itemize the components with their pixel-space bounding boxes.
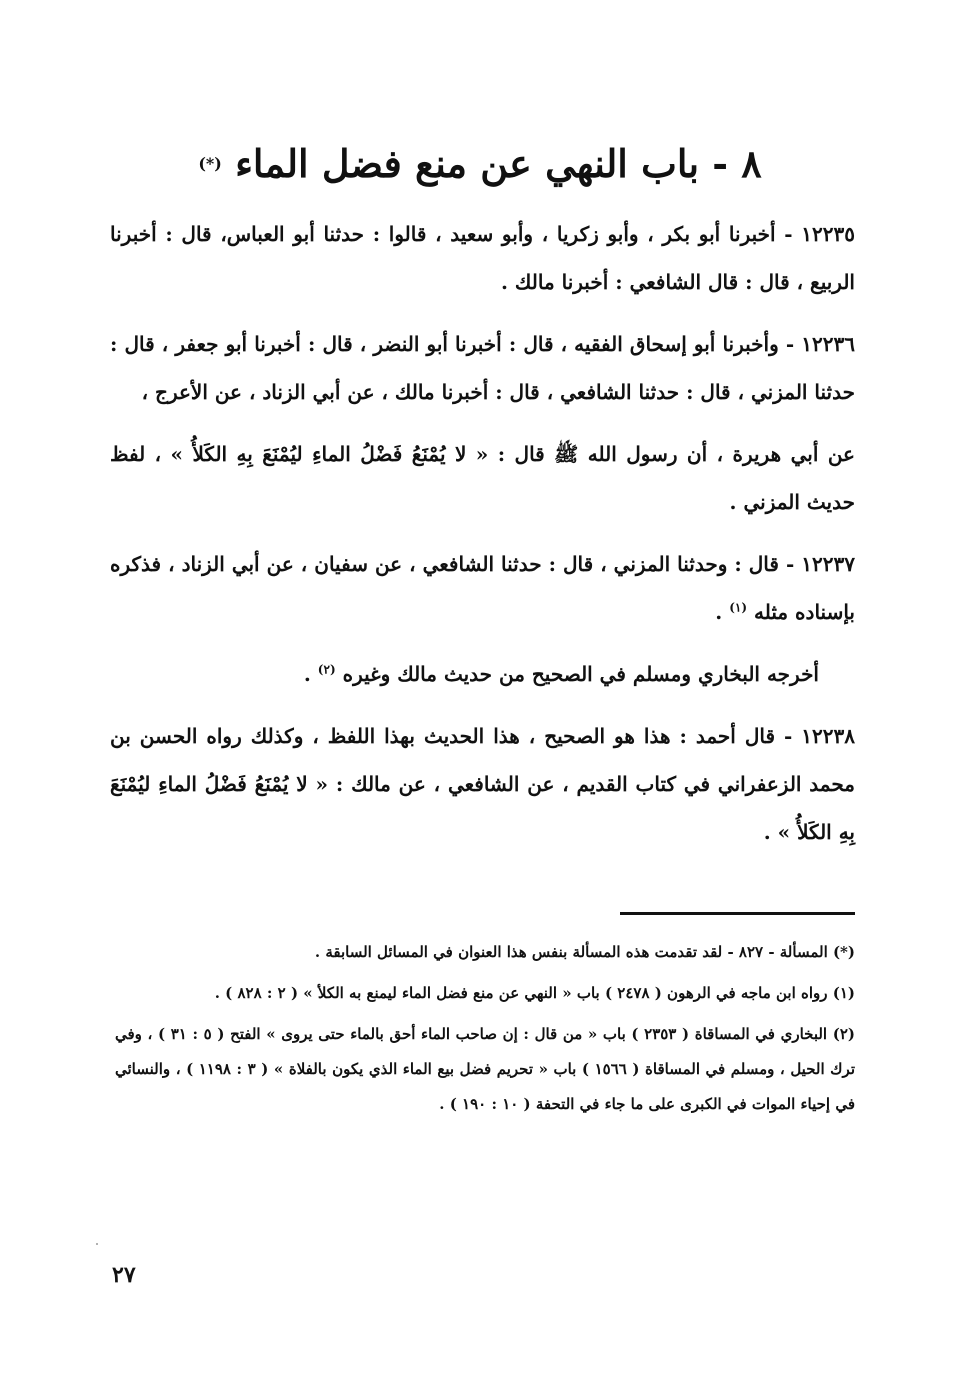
footnote-separator bbox=[620, 912, 855, 915]
page-number: ٢٧ bbox=[112, 1262, 136, 1288]
footnote bbox=[115, 976, 855, 1011]
footnote bbox=[115, 935, 855, 970]
chapter-heading-text: ٨ - باب النهي عن منع فضل الماء bbox=[235, 141, 762, 186]
paragraph-text: ١٢٢٣٧ - قال : وحدثنا المزني ، قال : حدثنا الشافعي ، عن سفيان ، عن أبي الزناد ، فذكره بإسناده مثله bbox=[110, 552, 855, 624]
takhrij-paragraph bbox=[110, 650, 855, 698]
paragraph-tail: . bbox=[715, 600, 723, 624]
footnote-text: (٢) البخاري في المساقاة ( ٢٣٥٣ ) باب « من قال : إن صاحب الماء أحق بالماء حتى يروى » الفتح ( ٥ : ٣١ ) ، وفي ترك الحيل ، ومسلم في المساقاة ( ١٥٦٦ ) باب « تحريم فضل بيع الماء الذي يكون بالفلاة » ( ٣ : ١١٩٨ ) ، والنسائي في إحياء الموات في الكبرى على ما جاء في التحفة ( ١٠ : ١٩٠ ) . bbox=[115, 1025, 856, 1113]
footnote-reference: (٢) bbox=[317, 662, 336, 677]
heading-footnote-marker: (*) bbox=[198, 154, 222, 173]
hadith-paragraph bbox=[110, 712, 855, 856]
hadith-text-paragraph bbox=[110, 430, 855, 526]
scan-speck bbox=[96, 1243, 98, 1245]
hadith-paragraph bbox=[110, 540, 855, 636]
chapter-heading bbox=[100, 138, 860, 190]
footnote bbox=[115, 1017, 855, 1122]
hadith-paragraph bbox=[110, 210, 855, 306]
paragraph-tail: . bbox=[303, 662, 311, 686]
paragraph-text: عن أبي هريرة ، أن رسول الله ﷺ قال : « لا يُمْنَعُ فَضْلُ الماءِ ليُمْنَعَ بِهِ الكَلأُ » ، لفظ حديث المزني . bbox=[110, 442, 855, 514]
footnote-reference: (١) bbox=[729, 600, 748, 615]
paragraph-text: ١٢٢٣٦ - وأخبرنا أبو إسحاق الفقيه ، قال : أخبرنا أبو النضر ، قال : أخبرنا أبو جعفر ، قال : حدثنا المزني ، قال : حدثنا الشافعي ، قال : أخبرنا مالك ، عن أبي الزناد ، عن الأعرج ، bbox=[110, 332, 855, 404]
footnote-text: (*) المسألة - ٨٢٧ - لقد تقدمت هذه المسألة بنفس هذا العنوان في المسائل السابقة . bbox=[314, 943, 855, 961]
main-text bbox=[110, 210, 855, 870]
paragraph-text: ١٢٢٣٥ - أخبرنا أبو بكر ، وأبو زكريا ، وأبو سعيد ، قالوا : حدثنا أبو العباس، قال : أخبرنا الربيع ، قال : قال الشافعي : أخبرنا مالك . bbox=[110, 222, 855, 294]
footnotes-section bbox=[115, 935, 855, 1128]
paragraph-text: أخرجه البخاري ومسلم في الصحيح من حديث مالك وغيره bbox=[342, 662, 819, 686]
hadith-paragraph bbox=[110, 320, 855, 416]
paragraph-text: ١٢٢٣٨ - قال أحمد : هذا هو الصحيح ، هذا الحديث بهذا اللفظ ، وكذلك رواه الحسن بن محمد الزعفراني في كتاب القديم ، عن الشافعي ، عن مالك : « لا يُمْنَعُ فَضْلُ الماءِ ليُمْنَعَ بِهِ الكَلأُ » . bbox=[110, 724, 855, 844]
footnote-text: (١) رواه ابن ماجه في الرهون ( ٢٤٧٨ ) باب « النهي عن منع فضل الماء ليمنع به الكلأ » ( ٢ : ٨٢٨ ) . bbox=[214, 984, 855, 1002]
